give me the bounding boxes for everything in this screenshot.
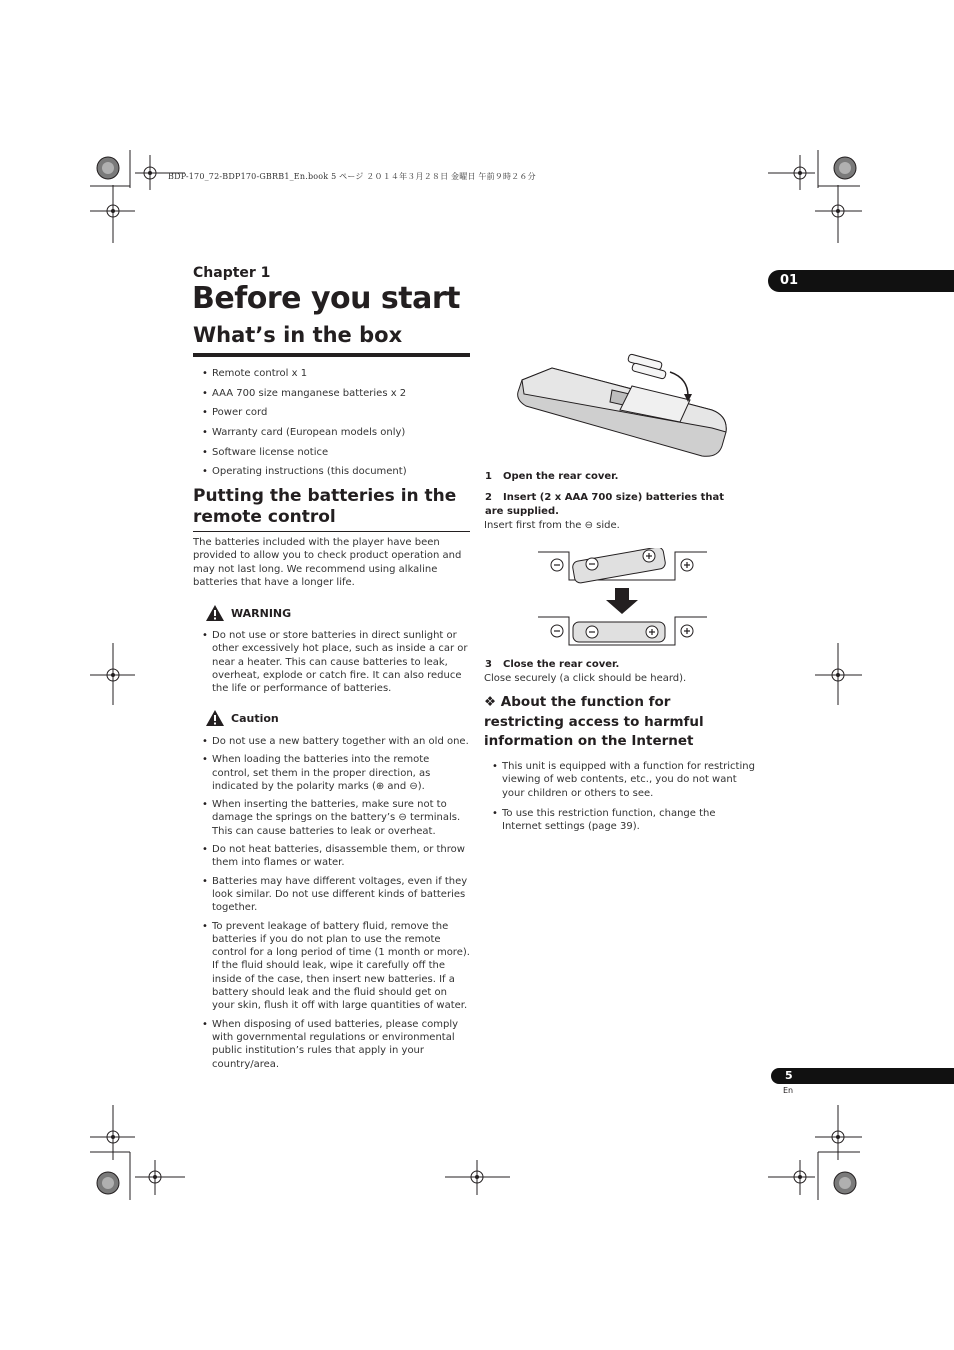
step-3-number: 3 (485, 659, 492, 670)
section-title: What’s in the box (193, 323, 403, 347)
batteries-rule (193, 531, 470, 532)
step-3-text: Close the rear cover. (503, 659, 620, 670)
page-number-tab (771, 1068, 954, 1084)
about-restriction-list (484, 760, 756, 833)
list-item: • Do not use a new battery together with an old one. (194, 735, 470, 748)
chapter-label: Chapter 1 (193, 265, 271, 281)
list-item: • Do not use or store batteries in direct sunlight or other excessively hot place, such as inside a car or near a heater. This can cause batteries to leak, overheat, explode or catch fire. It can also reduce the life or performance of batteries. (194, 629, 470, 695)
caution-label: Caution (231, 711, 279, 725)
page-title: Before you start (192, 281, 461, 316)
warning-label: WARNING (231, 606, 292, 620)
warning-list (194, 629, 470, 695)
batteries-intro: The batteries included with the player have been provided to allow you to check product operation and may not last long. We recommend using alkaline batteries that have a longer life. (193, 537, 462, 588)
step-2 (485, 491, 735, 519)
step-1-text: Open the rear cover. (503, 471, 619, 482)
list-item: • Software license notice (194, 446, 470, 459)
print-header-line: BDP-170_72-BDP170-GBRB1_En.book 5 ページ ２０１４年３月２８日 金曜日 午前９時２６分 (168, 172, 536, 181)
section-rule (193, 353, 470, 357)
chapter-tab-number: 01 (780, 273, 799, 288)
step-1-number: 1 (485, 471, 492, 482)
list-item: • Do not heat batteries, disassemble them, or throw them into flames or water. (194, 843, 470, 870)
caution-icon (205, 709, 225, 727)
remote-control-illustration (512, 350, 732, 462)
caution-heading (205, 709, 279, 727)
list-item: • When inserting the batteries, make sure not to damage the springs on the battery’s ⊖ terminals. This can cause batteries to leak or overheat. (194, 798, 470, 838)
list-item: • When disposing of used batteries, please comply with governmental regulations or environmental public institution’s rules that apply in your country/area. (194, 1018, 470, 1071)
list-item: • AAA 700 size manganese batteries x 2 (194, 387, 470, 400)
list-item: • To use this restriction function, change the Internet settings (page 39). (484, 807, 756, 834)
list-item: • Power cord (194, 406, 470, 419)
page-language: En (783, 1086, 794, 1095)
list-item: • Operating instructions (this document) (194, 465, 470, 478)
batteries-section-title: Putting the batteries in the remote control (193, 486, 457, 527)
battery-insertion-diagram (537, 548, 712, 650)
step-2-note: Insert first from the ⊖ side. (484, 520, 620, 531)
list-item: • Warranty card (European models only) (194, 426, 470, 439)
about-restriction-title: ❖ About the function for restricting access to harmful information on the Internet (484, 694, 704, 749)
step-1 (485, 470, 755, 484)
list-item: • Batteries may have different voltages, even if they look similar. Do not use different kinds of batteries together. (194, 875, 470, 915)
list-item: • Remote control x 1 (194, 367, 470, 380)
caution-list (194, 735, 470, 1071)
page-number: 5 (785, 1069, 793, 1082)
list-item: • When loading the batteries into the remote control, set them in the proper direction, as indicated by the polarity marks (⊕ and ⊖). (194, 753, 470, 793)
step-2-text: Insert (2 x AAA 700 size) batteries that are supplied. (485, 492, 725, 517)
list-item: • This unit is equipped with a function for restricting viewing of web contents, etc., you do not want your children or others to see. (484, 760, 756, 800)
chapter-tab (768, 270, 954, 292)
step-3 (485, 658, 755, 672)
step-2-number: 2 (485, 492, 492, 503)
warning-icon (205, 604, 225, 622)
step-3-note: Close securely (a click should be heard). (484, 673, 687, 684)
list-item: • To prevent leakage of battery fluid, remove the batteries if you do not plan to use the remote control for a long period of time (1 month or more). If the fluid should leak, wipe it carefully off the inside of the case, then insert new batteries. If a battery should leak and the fluid should get on your skin, flush it off with large quantities of water. (194, 920, 470, 1013)
warning-heading (205, 604, 291, 622)
box-contents-list (194, 367, 470, 485)
